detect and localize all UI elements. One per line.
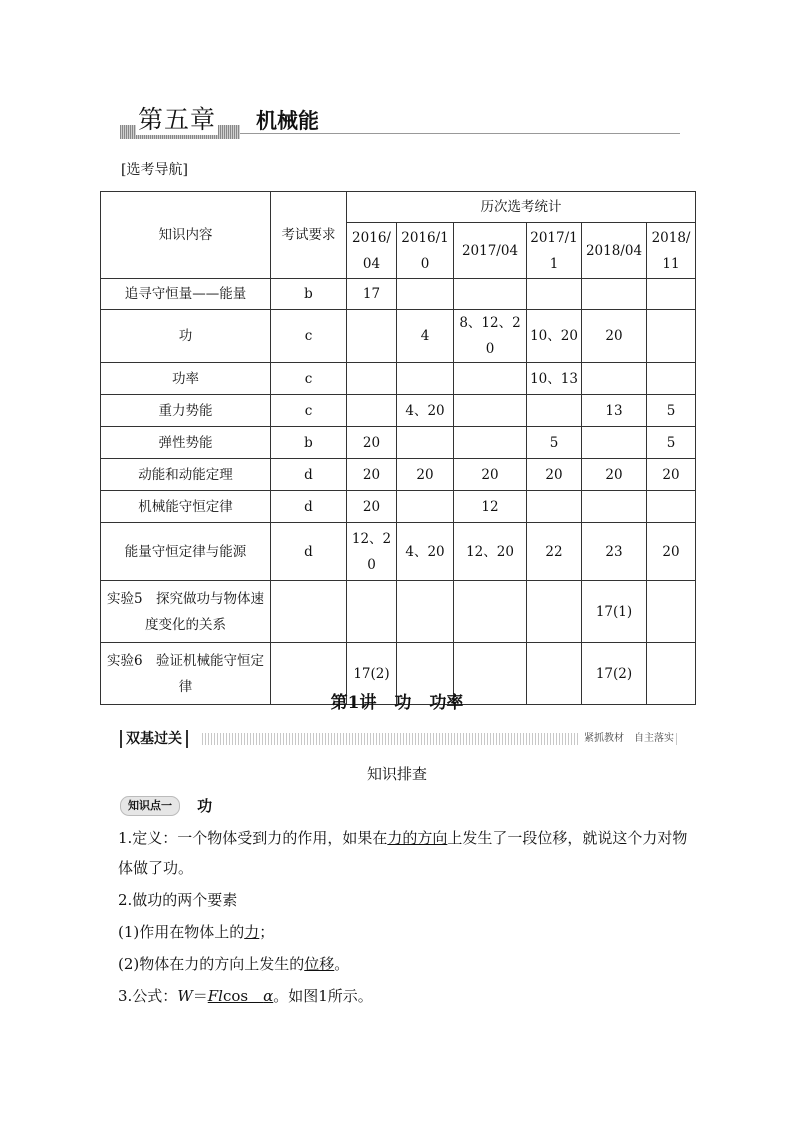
stat-cell: 17(2): [347, 643, 397, 705]
stat-cell: [397, 581, 454, 643]
paragraph-element-2: [118, 949, 688, 979]
stat-cell: 20: [347, 491, 397, 523]
requirement-cell: d: [271, 459, 347, 491]
header-requirement: 考试要求: [271, 192, 347, 279]
lecture-number: 第1讲: [330, 693, 377, 713]
text-span: ；: [259, 923, 275, 941]
stat-cell: 12、20: [347, 523, 397, 581]
stat-cell: 5: [527, 427, 582, 459]
text-span: 。: [334, 955, 350, 973]
text-span: 3.公式：: [118, 987, 178, 1005]
stat-cell: 10、20: [527, 310, 582, 363]
header-stats: 历次选考统计: [347, 192, 696, 223]
stat-cell: 20: [647, 459, 696, 491]
stat-cell: [527, 395, 582, 427]
stat-cell: 12、20: [454, 523, 527, 581]
table-row: [101, 279, 696, 310]
stat-cell: 20: [527, 459, 582, 491]
stat-cell: 23: [582, 523, 647, 581]
stat-cell: [347, 310, 397, 363]
section-subtitle: 紧抓教材 自主落实: [580, 730, 674, 748]
table-row: [101, 310, 696, 363]
underlined-answer: 位移: [304, 955, 335, 973]
stat-cell: [582, 363, 647, 395]
stat-cell: 5: [647, 427, 696, 459]
stat-cell: 17: [347, 279, 397, 310]
formula-w: W: [177, 987, 193, 1005]
table-row: [101, 581, 696, 643]
stat-cell: [454, 279, 527, 310]
table-row: [101, 459, 696, 491]
lecture-topic-2: 功率: [429, 693, 464, 713]
stat-cell: [397, 491, 454, 523]
stat-cell: [397, 279, 454, 310]
header-content: 知识内容: [101, 192, 271, 279]
stat-cell: [582, 491, 647, 523]
stat-cell: [397, 427, 454, 459]
chapter-number: 第五章: [138, 105, 217, 134]
stat-cell: [454, 581, 527, 643]
requirement-cell: d: [271, 491, 347, 523]
chapter-title: 机械能: [256, 108, 319, 133]
stat-cell: [454, 427, 527, 459]
stat-cell: [647, 279, 696, 310]
lecture-title: [0, 688, 794, 713]
guide-label: [选考导航]: [121, 162, 188, 178]
topic-cell: 机械能守恒定律: [101, 491, 271, 523]
stat-cell: [647, 310, 696, 363]
stat-cell: [527, 581, 582, 643]
chapter-rule: [240, 133, 680, 134]
requirement-cell: b: [271, 427, 347, 459]
stat-cell: [347, 395, 397, 427]
table-row: [101, 363, 696, 395]
formula-fl: Fl: [207, 987, 223, 1005]
sub-title: 知识排查: [366, 765, 427, 783]
stat-cell: [397, 363, 454, 395]
table-row: [101, 491, 696, 523]
stat-cell: 20: [397, 459, 454, 491]
topic-cell: 弹性势能: [101, 427, 271, 459]
stat-cell: 4: [397, 310, 454, 363]
topic-cell: 能量守恒定律与能源: [101, 523, 271, 581]
exam-date-3: 2017/11: [527, 223, 582, 279]
chapter-header: [120, 103, 680, 139]
stat-cell: [347, 363, 397, 395]
paragraph-formula: [118, 981, 688, 1011]
text-span: 1.定义：一个物体受到力的作用，如果在: [118, 829, 388, 847]
paragraph-element-1: [118, 917, 688, 947]
stat-cell: 5: [647, 395, 696, 427]
text-span: (1)作用在物体上的: [118, 923, 245, 941]
knowledge-point-title: 功: [197, 797, 213, 815]
stat-cell: 20: [582, 310, 647, 363]
stat-cell: [347, 581, 397, 643]
lecture-topic-1: 功: [394, 693, 412, 713]
table-row: [101, 427, 696, 459]
stat-cell: 4、20: [397, 395, 454, 427]
topic-cell: 动能和动能定理: [101, 459, 271, 491]
underlined-answer: 力: [244, 923, 260, 941]
table-row: [101, 523, 696, 581]
stat-cell: 20: [347, 459, 397, 491]
stat-cell: [527, 279, 582, 310]
stat-cell: 20: [347, 427, 397, 459]
exam-date-1: 2016/10: [397, 223, 454, 279]
text-span: (2)物体在力的方向上发生的: [118, 955, 305, 973]
requirement-cell: c: [271, 363, 347, 395]
exam-date-5: 2018/11: [647, 223, 696, 279]
requirement-cell: b: [271, 279, 347, 310]
stat-cell: 17(1): [582, 581, 647, 643]
paragraph-definition: [118, 823, 688, 883]
requirement-cell: c: [271, 310, 347, 363]
requirement-cell: c: [271, 395, 347, 427]
stat-cell: [582, 427, 647, 459]
knowledge-point: [120, 795, 212, 817]
formula-cos: cos: [222, 987, 264, 1005]
stat-cell: 20: [582, 459, 647, 491]
topic-cell: 实验6 验证机械能守恒定律: [101, 643, 271, 705]
underlined-answer: 力的方向: [387, 829, 448, 847]
exam-statistics-table: [100, 191, 696, 705]
stat-cell: 10、13: [527, 363, 582, 395]
knowledge-point-badge: 知识点一: [120, 796, 180, 816]
formula-equals: ＝: [192, 987, 208, 1005]
table-body: [101, 279, 696, 705]
stat-cell: [454, 363, 527, 395]
section-bar: [120, 730, 678, 748]
exam-date-0: 2016/04: [347, 223, 397, 279]
stat-cell: 12: [454, 491, 527, 523]
formula-underlined: [208, 987, 274, 1005]
stat-cell: 8、12、20: [454, 310, 527, 363]
stat-cell: [454, 395, 527, 427]
formula-alpha: α: [263, 987, 274, 1005]
stat-cell: 17(2): [582, 643, 647, 705]
text-span: 上发生了一段位移，就说这个力对物体做了功。: [118, 829, 688, 877]
text-span: 。如图1所示。: [273, 987, 373, 1005]
section-tag: 双基过关: [120, 730, 188, 748]
topic-cell: 功率: [101, 363, 271, 395]
requirement-cell: [271, 581, 347, 643]
topic-cell: 实验5 探究做功与物体速度变化的关系: [101, 581, 271, 643]
stat-cell: 20: [647, 523, 696, 581]
stat-cell: [647, 491, 696, 523]
stat-cell: [647, 363, 696, 395]
exam-date-4: 2018/04: [582, 223, 647, 279]
stat-cell: 4、20: [397, 523, 454, 581]
paragraph-elements: 2.做功的两个要素: [118, 891, 238, 909]
stat-cell: 22: [527, 523, 582, 581]
topic-cell: 重力势能: [101, 395, 271, 427]
exam-date-2: 2017/04: [454, 223, 527, 279]
requirement-cell: d: [271, 523, 347, 581]
topic-cell: 功: [101, 310, 271, 363]
stat-cell: 13: [582, 395, 647, 427]
stat-cell: [647, 581, 696, 643]
stat-cell: [582, 279, 647, 310]
stat-cell: 20: [454, 459, 527, 491]
stat-cell: [527, 491, 582, 523]
topic-cell: 追寻守恒量——能量: [101, 279, 271, 310]
table-row: [101, 395, 696, 427]
